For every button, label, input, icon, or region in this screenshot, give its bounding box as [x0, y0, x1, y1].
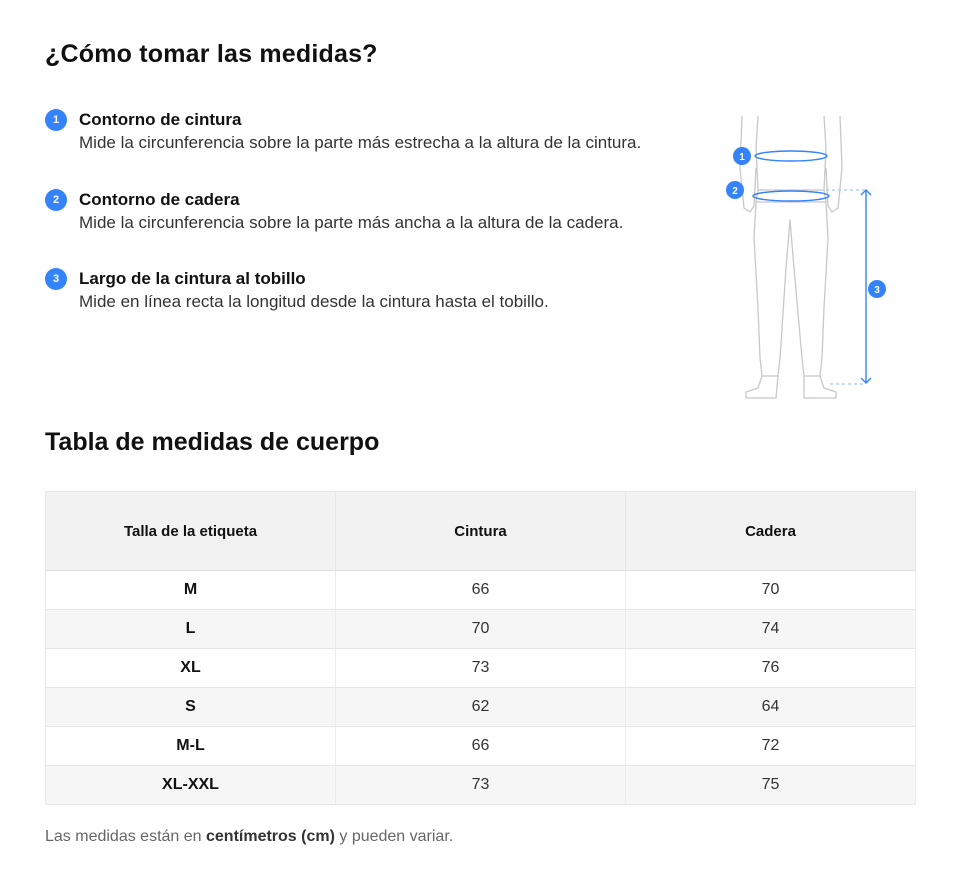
size-label: XL: [46, 649, 336, 688]
size-table: [45, 491, 916, 805]
marker-1: [733, 147, 751, 165]
svg-text:3: 3: [874, 285, 880, 296]
step-number-badge: 2: [45, 189, 67, 211]
step-hip: [45, 188, 645, 234]
step-length: [45, 267, 645, 313]
body-outline-icon: [740, 116, 842, 398]
hip-value: 75: [626, 766, 916, 805]
size-label: XL-XXL: [46, 766, 336, 805]
waist-value: 66: [336, 571, 626, 610]
measurement-steps: [45, 108, 645, 347]
marker-3: [868, 280, 886, 298]
hip-value: 64: [626, 688, 916, 727]
measure-lines: [753, 151, 871, 384]
size-label: M-L: [46, 727, 336, 766]
step-description: Mide la circunferencia sobre la parte más estrecha a la altura de la cintura.: [79, 133, 642, 152]
svg-text:2: 2: [732, 186, 738, 197]
step-waist: [45, 108, 645, 154]
waist-value: 73: [336, 766, 626, 805]
footnote-text-before: Las medidas están en: [45, 828, 206, 845]
footnote-text-after: y pueden variar.: [334, 828, 454, 845]
step-title: Largo de la cintura al tobillo: [79, 269, 306, 288]
table-row: [46, 649, 916, 688]
hip-value: 76: [626, 649, 916, 688]
waist-value: 70: [336, 610, 626, 649]
hip-value: 70: [626, 571, 916, 610]
waist-value: 62: [336, 688, 626, 727]
table-row: [46, 610, 916, 649]
table-row: [46, 766, 916, 805]
table-row: [46, 727, 916, 766]
hip-value: 72: [626, 727, 916, 766]
step-title: Contorno de cadera: [79, 190, 240, 209]
step-number-badge: 1: [45, 109, 67, 131]
waist-value: 66: [336, 727, 626, 766]
column-header-waist: Cintura: [336, 492, 626, 571]
table-row: [46, 571, 916, 610]
marker-2: [726, 181, 744, 199]
units-footnote: [45, 828, 453, 846]
size-table-title: Tabla de medidas de cuerpo: [45, 428, 380, 456]
waist-value: 73: [336, 649, 626, 688]
column-header-hip: Cadera: [626, 492, 916, 571]
body-measurement-illustration: [720, 108, 900, 403]
footnote-units-bold: centímetros (cm): [206, 828, 335, 845]
step-number-badge: 3: [45, 268, 67, 290]
size-label: L: [46, 610, 336, 649]
column-header-size: Talla de la etiqueta: [46, 492, 336, 571]
table-header-row: [46, 492, 916, 571]
page-title: ¿Cómo tomar las medidas?: [45, 40, 378, 68]
step-title: Contorno de cintura: [79, 110, 242, 129]
svg-text:1: 1: [739, 152, 745, 163]
size-label: M: [46, 571, 336, 610]
step-description: Mide la circunferencia sobre la parte más ancha a la altura de la cadera.: [79, 213, 624, 232]
size-label: S: [46, 688, 336, 727]
step-description: Mide en línea recta la longitud desde la cintura hasta el tobillo.: [79, 292, 549, 311]
hip-value: 74: [626, 610, 916, 649]
table-row: [46, 688, 916, 727]
